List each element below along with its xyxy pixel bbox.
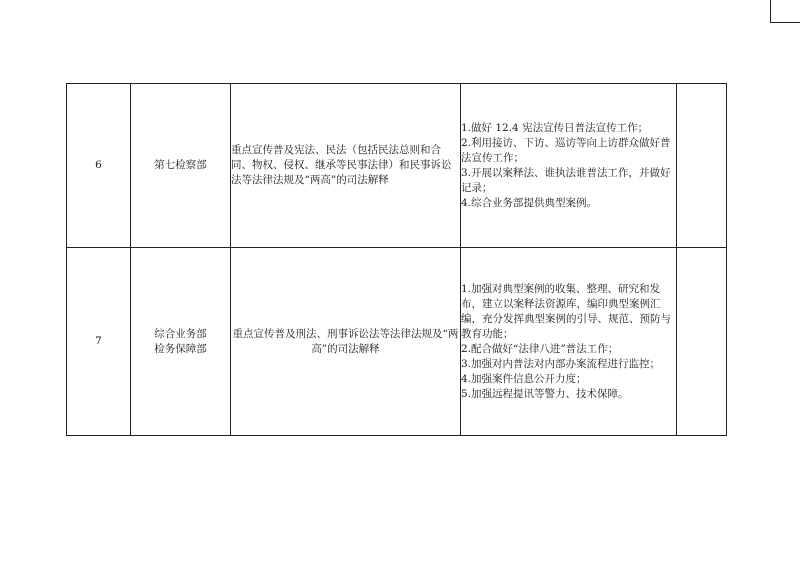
content-text: 重点宣传普及刑法、刑事诉讼法等法律法规及“两高”的司法解释	[232, 327, 459, 355]
measures-cell	[461, 84, 677, 248]
row-number-cell	[67, 248, 131, 436]
department-cell	[131, 84, 231, 248]
measure-item: 3.开展以案释法、谁执法谁普法工作，并做好记录；	[461, 166, 671, 194]
department-name: 第七检察部	[154, 159, 207, 171]
remarks-cell	[677, 84, 727, 248]
remarks-cell	[677, 248, 727, 436]
measure-item: 2.利用接访、下访、巡访等向上访群众做好普法宣传工作；	[461, 136, 671, 164]
measure-item: 1.做好 12.4 宪法宣传日普法宣传工作；	[461, 121, 649, 134]
plan-table	[66, 83, 727, 436]
measure-item: 2.配合做好“法律八进”普法工作；	[461, 342, 619, 355]
measure-item: 4.综合业务部提供典型案例。	[461, 196, 598, 209]
measures-cell	[461, 248, 677, 436]
department-cell	[131, 248, 231, 436]
content-text: 重点宣传普及宪法、民法（包括民法总则和合同、物权、侵权、继承等民事法律）和民事诉讼法等法律法规及“两高”的司法解释	[231, 144, 452, 186]
measure-item: 5.加强远程提讯等警力、技术保障。	[461, 387, 629, 400]
measure-item: 1.加强对典型案例的收集、整理、研究和发布，建立以案释法资源库，编印典型案例汇编，充分发挥典型案例的引导、规范、预防与教育功能；	[461, 282, 671, 340]
row-number: 7	[95, 335, 102, 347]
row-number: 6	[95, 159, 102, 171]
measure-item: 4.加强案件信息公开力度；	[461, 372, 587, 385]
department-name: 综合业务部	[154, 327, 207, 340]
measure-item: 3.加强对内普法对内部办案流程进行监控；	[461, 357, 661, 370]
page-corner-box	[770, 0, 800, 23]
row-number-cell	[67, 84, 131, 248]
content-cell	[231, 248, 461, 436]
content-cell	[231, 84, 461, 248]
table-row	[67, 248, 727, 436]
department-name: 检务保障部	[154, 342, 207, 355]
table-row	[67, 84, 727, 248]
